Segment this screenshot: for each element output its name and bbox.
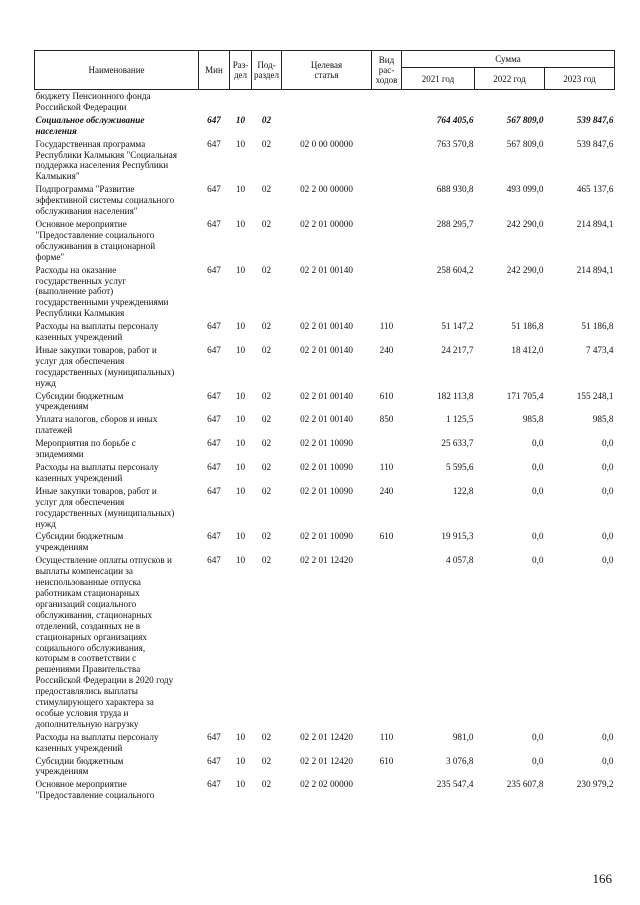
cell-vr: 240 — [379, 485, 394, 496]
cell-y2 — [475, 90, 545, 114]
cell-vr: 110 — [379, 321, 394, 332]
cell-cs: 02 2 01 10090 — [300, 462, 353, 472]
cell-cs: 02 2 01 00140 — [300, 264, 353, 275]
cell-rz: 10 — [235, 531, 246, 542]
cell-name: Расходы на выплаты персоналу казенных учреждений — [35, 321, 159, 343]
header-min: Мин — [199, 51, 230, 90]
cell-name: Основное мероприятие "Предоставление социального — [35, 779, 155, 801]
cell-name: Уплата налогов, сборов и иных платежей — [35, 414, 158, 436]
cell-cs: 02 2 01 12420 — [300, 555, 353, 566]
table-header — [35, 51, 615, 90]
cell-y3: 539 847,6 — [576, 114, 614, 125]
cell-name: Государственная программа Республики Калмыкия "Социальная поддержка населения Республики Калмыкия" — [35, 138, 177, 182]
cell-rz: 10 — [235, 390, 246, 401]
cell-name: Субсидии бюджетным учреждениям — [35, 755, 124, 777]
cell-y1: 235 547,4 — [436, 779, 474, 790]
cell-name: Расходы на выплаты персоналу казенных учреждений — [35, 462, 159, 483]
cell-y1: 24 217,7 — [441, 344, 474, 355]
cell-name: Расходы на выплаты персоналу казенных учреждений — [35, 731, 159, 753]
cell-y2: 493 099,0 — [506, 184, 544, 195]
header-vr: Вид рас- ходов — [372, 51, 402, 90]
cell-cs: 02 2 01 00140 — [300, 390, 353, 401]
cell-y3: 0,0 — [602, 485, 614, 496]
table-row — [35, 413, 615, 437]
cell-y2: 18 412,0 — [511, 344, 544, 355]
table-row — [35, 731, 615, 755]
cell-vr: 110 — [379, 462, 394, 472]
cell-rz: 10 — [235, 321, 246, 332]
table-row — [35, 461, 615, 485]
cell-cs: 02 2 01 00140 — [300, 344, 353, 355]
cell-vr: 850 — [379, 414, 394, 425]
cell-vr: 110 — [379, 731, 394, 742]
cell-rz: 10 — [235, 138, 246, 149]
cell-min — [199, 90, 230, 114]
cell-cs: 02 2 02 00000 — [300, 779, 353, 790]
cell-rz: 10 — [235, 114, 246, 125]
cell-min: 647 — [207, 344, 221, 355]
cell-y2: 0,0 — [532, 462, 544, 472]
cell-vr — [372, 264, 402, 321]
cell-min: 647 — [207, 138, 221, 149]
cell-name: Субсидии бюджетным учреждениям — [35, 531, 124, 553]
cell-min: 647 — [207, 755, 221, 766]
cell-y2: 0,0 — [532, 438, 544, 449]
cell-y2: 0,0 — [532, 485, 544, 496]
table-row — [35, 485, 615, 531]
cell-pr: 02 — [261, 414, 272, 425]
table-row — [35, 755, 615, 779]
cell-min: 647 — [207, 731, 221, 742]
page-number: 166 — [592, 871, 612, 886]
cell-name: Основное мероприятие "Предоставление социального обслуживания в стационарной форме" — [35, 218, 156, 262]
cell-pr: 02 — [261, 264, 272, 275]
cell-vr — [372, 183, 402, 218]
cell-name: Подпрограмма "Развитие эффективной системы социального обслуживания населения" — [35, 184, 175, 217]
cell-rz: 10 — [235, 264, 246, 275]
cell-cs: 02 2 01 10090 — [300, 531, 353, 542]
cell-y1: 25 633,7 — [441, 438, 474, 449]
cell-y3: 214 894,1 — [576, 264, 614, 275]
cell-y1: 5 595,6 — [445, 462, 474, 472]
cell-cs: 02 0 00 00000 — [300, 138, 353, 149]
cell-pr: 02 — [261, 731, 272, 742]
cell-cs: 02 2 01 00140 — [300, 414, 353, 425]
header-year-2022: 2022 год — [475, 68, 545, 90]
cell-min: 647 — [207, 555, 221, 566]
cell-y3: 230 979,2 — [576, 779, 614, 790]
table-row — [35, 530, 615, 554]
cell-min: 647 — [207, 184, 221, 195]
cell-pr: 02 — [261, 184, 272, 195]
cell-name: Субсидии бюджетным учреждениям — [35, 390, 124, 412]
cell-y2: 242 290,0 — [506, 264, 544, 275]
cell-rz: 10 — [235, 344, 246, 355]
cell-cs: 02 2 01 10090 — [300, 438, 353, 449]
cell-cs: 02 2 00 00000 — [300, 184, 353, 195]
cell-pr: 02 — [261, 531, 272, 542]
cell-min: 647 — [207, 531, 221, 542]
cell-y3: 214 894,1 — [576, 218, 614, 229]
cell-pr: 02 — [261, 755, 272, 766]
cell-y3: 0,0 — [602, 531, 614, 542]
cell-min: 647 — [207, 321, 221, 332]
cell-name: Осуществление оплаты отпусков и выплаты компенсации за неиспользованные отпуска работникам стационарных организаций социального обслуживания, стационарных отделений, созданных не в стационарных организациях социального обслуживания, которым в соответствии с решениями Правительства Российской Федерации в 2020 году предоставлялись выплаты стимулирующего характера за особые условия труда и дополнительную нагрузку — [35, 555, 174, 729]
cell-name: бюджету Пенсионного фонда Российской Федерации — [35, 91, 151, 112]
cell-y3: 0,0 — [602, 555, 614, 566]
cell-cs: 02 2 01 00140 — [300, 321, 353, 332]
cell-rz: 10 — [235, 755, 246, 766]
cell-y2: 567 809,0 — [506, 138, 544, 149]
cell-y3: 155 248,1 — [576, 390, 614, 401]
cell-y3: 7 473,4 — [585, 344, 614, 355]
cell-cs — [282, 90, 372, 114]
cell-vr — [372, 437, 402, 461]
cell-y1: 4 057,8 — [445, 555, 474, 566]
cell-pr: 02 — [261, 555, 272, 566]
cell-name: Социальное обслуживание населения — [35, 114, 145, 136]
cell-y2: 0,0 — [532, 731, 544, 742]
cell-min: 647 — [207, 218, 221, 229]
cell-cs: 02 2 01 10090 — [300, 485, 353, 496]
table-row — [35, 390, 615, 414]
cell-pr: 02 — [261, 114, 272, 125]
cell-pr: 02 — [261, 344, 272, 355]
cell-y1: 19 915,3 — [441, 531, 474, 542]
table-row — [35, 437, 615, 461]
cell-rz: 10 — [235, 462, 246, 472]
table-body — [35, 90, 615, 803]
cell-pr: 02 — [261, 218, 272, 229]
table-row — [35, 90, 615, 114]
cell-rz: 10 — [235, 218, 246, 229]
cell-min: 647 — [207, 264, 221, 275]
table-row — [35, 264, 615, 321]
cell-y1: 981,0 — [452, 731, 474, 742]
table-row — [35, 344, 615, 390]
budget-table-sheet — [34, 50, 614, 802]
cell-name: Иные закупки товаров, работ и услуг для обеспечения государственных (муниципальных) нужд — [35, 485, 175, 529]
cell-y3: 51 186,8 — [581, 321, 614, 332]
cell-rz: 10 — [235, 438, 246, 449]
cell-y2: 0,0 — [532, 531, 544, 542]
cell-vr: 610 — [379, 755, 394, 766]
cell-min: 647 — [207, 114, 221, 125]
table-row — [35, 218, 615, 264]
cell-y2: 51 186,8 — [511, 321, 544, 332]
cell-y1: 51 147,2 — [441, 321, 474, 332]
table-row — [35, 114, 615, 138]
cell-y3: 0,0 — [602, 731, 614, 742]
cell-rz: 10 — [235, 731, 246, 742]
header-podrazdel: Под- раздел — [252, 51, 282, 90]
cell-vr: 610 — [379, 531, 394, 542]
header-year-2023: 2023 год — [545, 68, 615, 90]
cell-vr — [372, 114, 402, 138]
cell-pr: 02 — [261, 321, 272, 332]
cell-y2: 0,0 — [532, 755, 544, 766]
cell-vr: 240 — [379, 344, 394, 355]
cell-y3: 465 137,6 — [576, 184, 614, 195]
cell-y3: 0,0 — [602, 438, 614, 449]
cell-min: 647 — [207, 438, 221, 449]
header-sum: Сумма — [402, 51, 615, 68]
cell-min: 647 — [207, 414, 221, 425]
cell-min: 647 — [207, 462, 221, 472]
cell-min: 647 — [207, 779, 221, 790]
header-razdel: Раз- дел — [230, 51, 252, 90]
cell-vr — [372, 778, 402, 802]
table-row — [35, 138, 615, 184]
budget-table — [34, 50, 615, 802]
cell-name: Иные закупки товаров, работ и услуг для обеспечения государственных (муниципальных) нужд — [35, 344, 175, 388]
cell-pr — [252, 90, 282, 114]
cell-cs — [282, 114, 372, 138]
cell-min: 647 — [207, 390, 221, 401]
cell-vr — [372, 90, 402, 114]
cell-y2: 0,0 — [532, 555, 544, 566]
header-cs: Целевая статья — [282, 51, 372, 90]
cell-pr: 02 — [261, 779, 272, 790]
cell-y1: 258 604,2 — [436, 264, 474, 275]
cell-y2: 985,8 — [522, 414, 544, 425]
cell-rz: 10 — [235, 414, 246, 425]
cell-vr — [372, 218, 402, 264]
table-row — [35, 778, 615, 802]
cell-min: 647 — [207, 485, 221, 496]
cell-pr: 02 — [261, 462, 272, 472]
cell-rz: 10 — [235, 779, 246, 790]
header-year-2021: 2021 год — [402, 68, 475, 90]
table-row — [35, 554, 615, 731]
cell-vr — [372, 138, 402, 184]
table-row — [35, 183, 615, 218]
cell-y3: 985,8 — [592, 414, 614, 425]
cell-pr: 02 — [261, 390, 272, 401]
cell-rz: 10 — [235, 485, 246, 496]
cell-pr: 02 — [261, 138, 272, 149]
cell-rz — [230, 90, 252, 114]
cell-y2: 242 290,0 — [506, 218, 544, 229]
cell-rz: 10 — [235, 184, 246, 195]
cell-cs: 02 2 01 12420 — [300, 755, 353, 766]
cell-y1: 3 076,8 — [445, 755, 474, 766]
cell-y2: 171 705,4 — [506, 390, 544, 401]
cell-y1: 1 125,5 — [445, 414, 474, 425]
cell-cs: 02 2 01 00000 — [300, 218, 353, 229]
cell-y1: 763 570,8 — [436, 138, 474, 149]
cell-y3 — [545, 90, 615, 114]
cell-rz: 10 — [235, 555, 246, 566]
cell-y2: 567 809,0 — [506, 114, 544, 125]
cell-pr: 02 — [261, 485, 272, 496]
cell-y1 — [402, 90, 475, 114]
cell-name: Мероприятия по борьбе с эпидемиями — [35, 438, 136, 460]
cell-vr: 610 — [379, 390, 394, 401]
cell-y1: 182 113,8 — [437, 390, 474, 401]
cell-y3: 0,0 — [602, 755, 614, 766]
cell-vr — [372, 554, 402, 731]
cell-y3: 0,0 — [602, 462, 614, 472]
cell-pr: 02 — [261, 438, 272, 449]
cell-y1: 688 930,8 — [436, 184, 474, 195]
header-name: Наименование — [35, 51, 199, 90]
cell-y1: 764 405,6 — [436, 114, 474, 125]
table-row — [35, 320, 615, 344]
cell-y3: 539 847,6 — [576, 138, 614, 149]
cell-name: Расходы на оказание государственных услуг (выполнение работ) государственными учреждениями Республики Калмыкия — [35, 264, 169, 319]
cell-y1: 288 295,7 — [436, 218, 474, 229]
cell-y1: 122,8 — [452, 485, 474, 496]
cell-y2: 235 607,8 — [506, 779, 544, 790]
cell-cs: 02 2 01 12420 — [300, 731, 353, 742]
